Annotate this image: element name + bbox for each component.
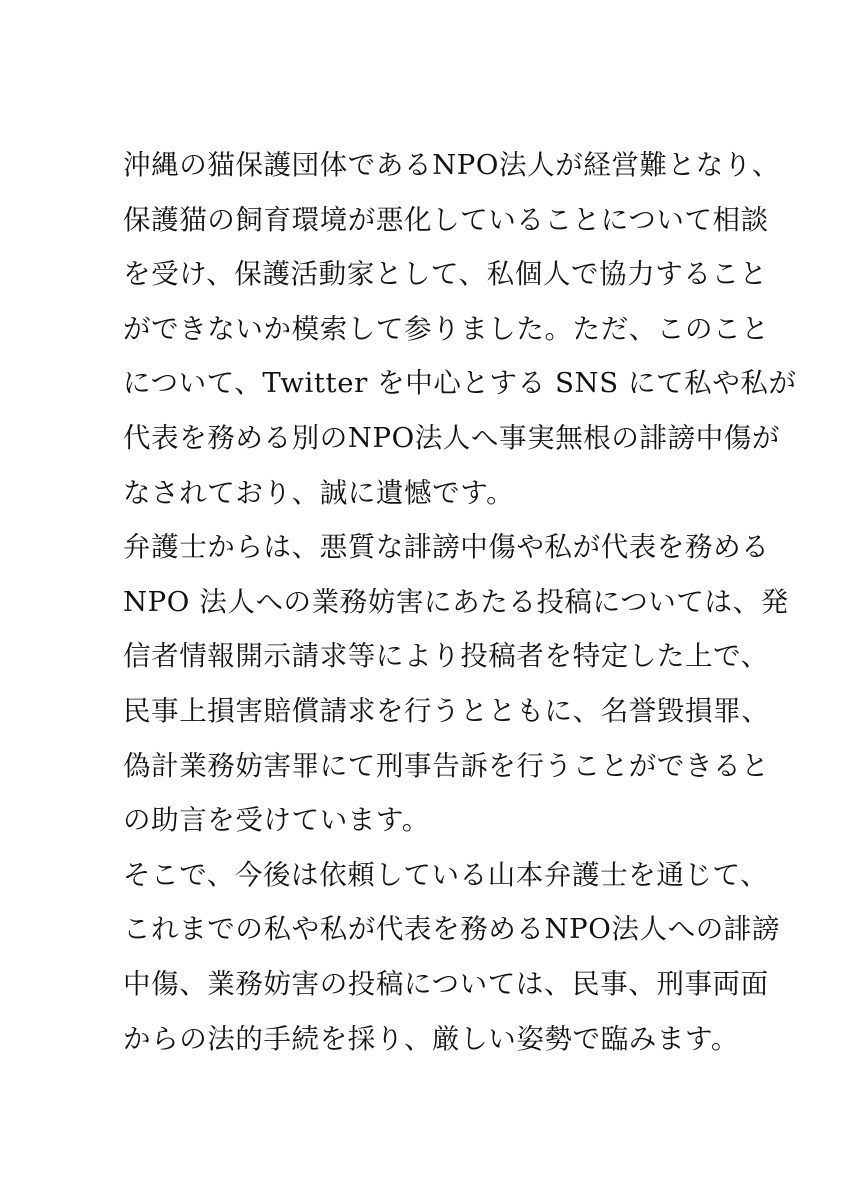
text-line: 代表を務める別のNPO法人へ事実無根の誹謗中傷が bbox=[123, 421, 781, 454]
text-line: 民事上損害賠償請求を行うとともに、名誉毀損罪、 bbox=[123, 694, 770, 727]
text-line: 沖縄の猫保護団体であるNPO法人が経営難となり、 bbox=[123, 149, 781, 181]
statement-body bbox=[123, 138, 797, 1066]
text-line: 偽計業務妨害罪にて刑事告訴を行うことができると bbox=[123, 749, 770, 782]
text-line: からの法的手続を採り、厳しい姿勢で臨みます。 bbox=[123, 1022, 739, 1055]
text-line: を受け、保護活動家として、私個人で協力すること bbox=[123, 258, 768, 291]
text-line: 中傷、業務妨害の投稿については、民事、刑事両面 bbox=[123, 967, 769, 1000]
text-line: ができないか模索して参りました。ただ、このこと bbox=[123, 312, 770, 345]
text-line: 信者情報開示請求等により投稿者を特定した上で、 bbox=[123, 640, 769, 673]
text-line: 弁護士からは、悪質な誹謗中傷や私が代表を務める bbox=[123, 531, 770, 564]
text-line: 保護猫の飼育環境が悪化していることについて相談 bbox=[123, 203, 769, 236]
text-line: NPO 法人への業務妨害にあたる投稿については、発 bbox=[123, 585, 789, 618]
text-line: の助言を受けています。 bbox=[123, 804, 430, 837]
text-line: について、Twitter を中心とする SNS にて私や私が bbox=[123, 367, 797, 400]
text-line: これまでの私や私が代表を務めるNPO法人への誹謗 bbox=[123, 913, 781, 946]
text-line: そこで、今後は依頼している山本弁護士を通じて、 bbox=[123, 858, 769, 891]
text-line: なされており、誠に遺憾です。 bbox=[123, 476, 515, 509]
